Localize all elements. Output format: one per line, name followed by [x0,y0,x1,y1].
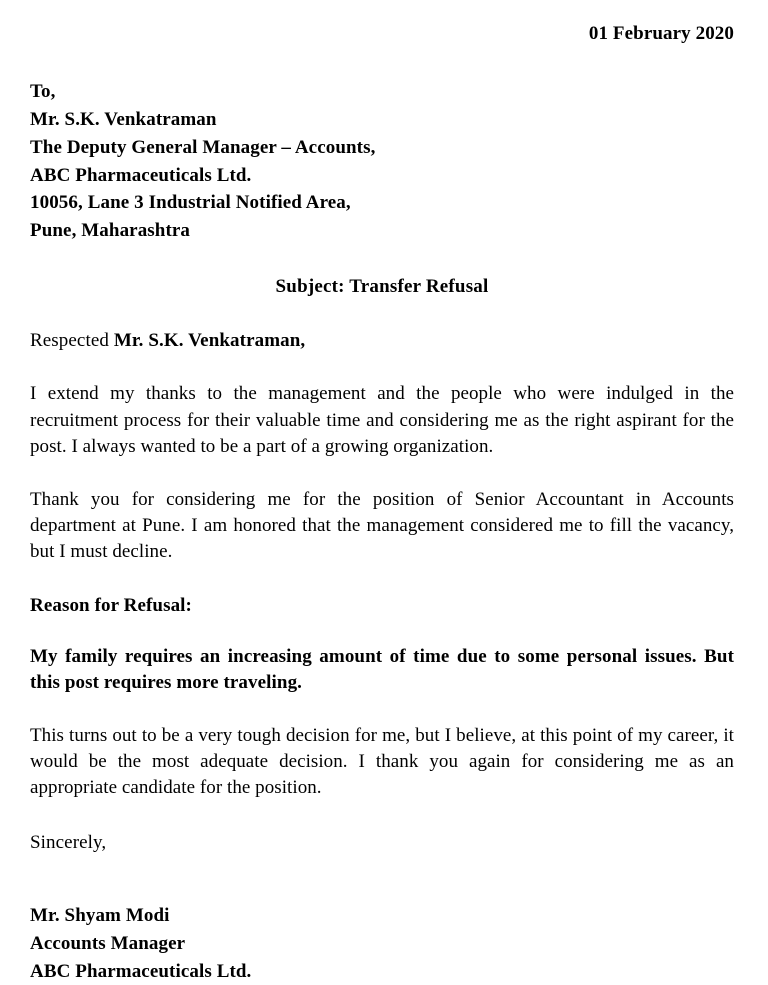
body-paragraph-1: I extend my thanks to the management and the people who were indulged in the recruitment process for their valuable time and considering me as the right aspirant for the post. I always wanted to be a part of a growing organization. [30,383,734,457]
signature-block [30,902,734,985]
body-paragraph-3: This turns out to be a very tough decision for me, but I believe, at this point of my career, it would be the most adequate decision. I thank you again for considering me as an appropriate candidate for the position. [30,725,734,799]
address-line: Mr. S.K. Venkatraman [30,108,217,130]
reason-heading: Reason for Refusal: [30,594,192,616]
body-paragraph-2: Thank you for considering me for the position of Senior Accountant in Accounts department at Pune. I am honored that the management considered me to fill the vacancy, but I must decline. [30,488,734,563]
letter-date: 01 February 2020 [588,23,734,44]
address-line: 10056, Lane 3 Industrial Notified Area, [30,192,351,214]
salutation-prefix: Respected [30,330,114,352]
closing-salutation: Sincerely, [30,831,107,853]
address-line: To, [30,80,56,102]
address-line: ABC Pharmaceuticals Ltd. [30,164,252,186]
address-line: Pune, Maharashtra [30,220,191,242]
address-line: The Deputy General Manager – Accounts, [30,136,376,158]
reason-paragraph: My family requires an increasing amount of time due to some personal issues. But this post requires more traveling. [30,645,734,693]
subject-line: Subject: Transfer Refusal [275,276,489,298]
recipient-address-block [30,78,734,246]
salutation [30,330,734,352]
signature-title: Accounts Manager [30,932,186,954]
signature-name: Mr. Shyam Modi [30,904,170,926]
salutation-recipient: Mr. S.K. Venkatraman, [113,330,306,352]
signature-company: ABC Pharmaceuticals Ltd. [30,960,252,982]
